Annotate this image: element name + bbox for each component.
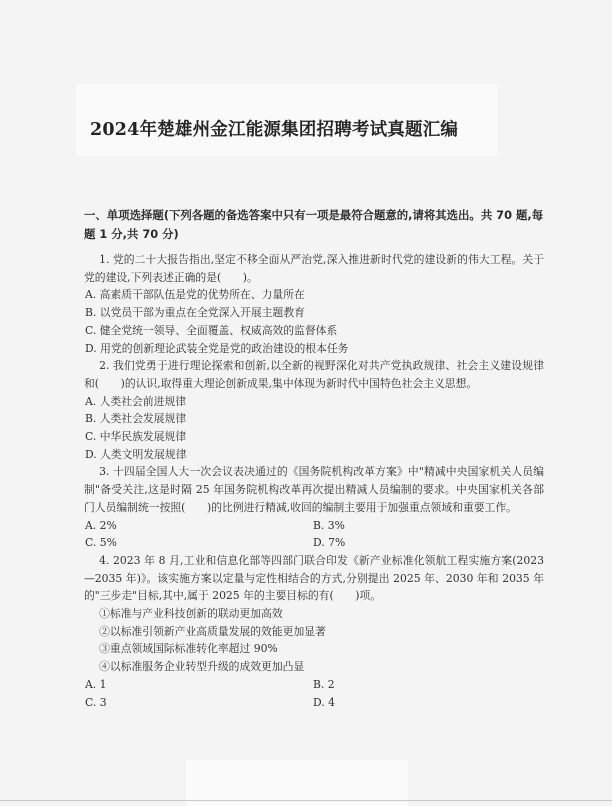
option-b: B. 3%: [313, 518, 345, 532]
option-d: D. 人类文明发展规律: [85, 447, 187, 461]
document-title: 2024年楚雄州金江能源集团招聘考试真题汇编: [90, 120, 459, 140]
option-a: A. 2%: [85, 518, 117, 532]
option-d: D. 4: [313, 695, 336, 709]
option-b: B. 以党员干部为重点在全党深入开展主题教育: [85, 306, 305, 320]
question-stem: 4. 2023 年 8 月,工业和信息化部等四部门联合印发《新产业标准化领航工程实施方案(2023—2035 年)》。该实施方案以定量与定性相结合的方式,分别提出 2025 年、2030 年和 2035 年的"三步走"目标,其中,属于 2025 年的主要目标的有( )项。: [84, 553, 544, 603]
option-a: A. 人类社会前进规律: [85, 394, 187, 408]
option-grid: [84, 517, 544, 552]
option-a: A. 高素质干部队伍是党的优势所在、力量所在: [85, 288, 305, 302]
option-c: C. 健全党统一领导、全面覆盖、权威高效的监督体系: [85, 323, 338, 337]
statement-3: ③重点领域国际标准转化率超过 90%: [99, 642, 278, 656]
question-2: [84, 357, 544, 463]
option-grid: [84, 676, 544, 711]
question-stem: 3. 十四届全国人大一次会议表决通过的《国务院机构改革方案》中"精减中央国家机关人员编制"备受关注,这是时隔 25 年国务院机构改革再次提出精减人员编制的要求。中央国家机关各部门人员编制统一按照( )的比例进行精减,收回的编制主要用于加强重点领域和重要工作。: [84, 465, 544, 514]
statement-4: ④以标准服务企业转型升级的成效更加凸显: [99, 660, 305, 674]
option-d: D. 7%: [313, 536, 346, 550]
option-b: B. 人类社会发展规律: [85, 412, 187, 426]
option-c: C. 3: [85, 695, 107, 709]
statement-2: ②以标准引领新产业高质量发展的效能更加显著: [99, 624, 326, 638]
question-4: [84, 552, 544, 711]
option-c: C. 中华民族发展规律: [85, 430, 187, 444]
question-list: [84, 251, 544, 711]
option-a: A. 1: [85, 677, 107, 691]
statement-1: ①标准与产业科技创新的联动更加高效: [99, 607, 283, 621]
option-b: B. 2: [313, 677, 335, 691]
question-stem: 2. 我们党勇于进行理论探索和创新,以全新的视野深化对共产党执政规律、社会主义建设规律和( )的认识,取得重大理论创新成果,集中体现为新时代中国特色社会主义思想。: [84, 359, 544, 390]
option-c: C. 5%: [85, 536, 117, 550]
question-3: [84, 463, 544, 552]
option-d: D. 用党的创新理论武装全党是党的政治建设的根本任务: [85, 341, 349, 355]
section-heading: 一、单项选择题(下列各题的备选答案中只有一项是最符合题意的,请将其选出。共 70 题,每题 1 分,共 70 分): [84, 208, 544, 241]
question-stem: 1. 党的二十大报告指出,坚定不移全面从严治党,深入推进新时代党的建设新的伟大工程。关于党的建设,下列表述正确的是( )。: [84, 253, 544, 284]
question-1: [84, 251, 544, 357]
page-edge-divider: [0, 800, 612, 801]
